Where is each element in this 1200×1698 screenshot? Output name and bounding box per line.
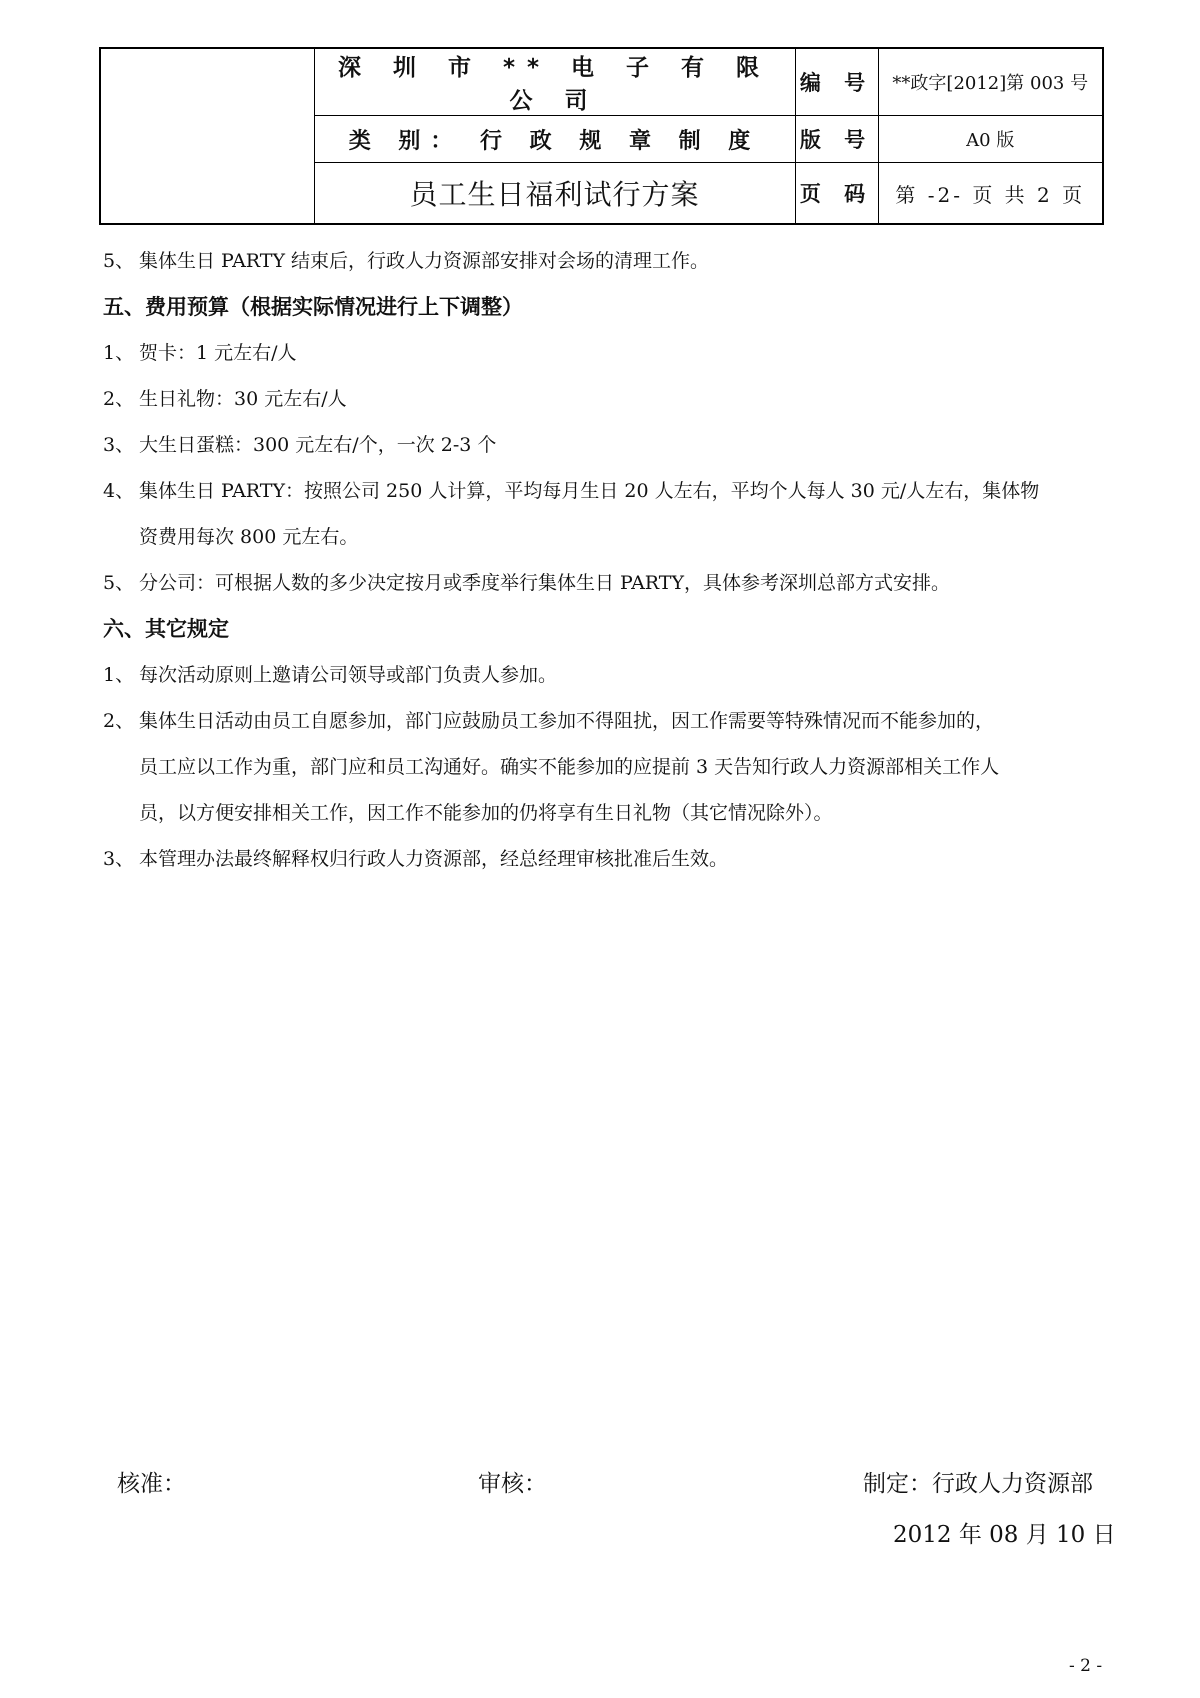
list-item-continuation: 员，以方便安排相关工作，因工作不能参加的仍将享有生日礼物（其它情况除外）。 [139,802,833,824]
doc-number-label: 编 号 [795,48,878,116]
list-item [103,560,1103,606]
item-text: 分公司：可根据人数的多少决定按月或季度举行集体生日 PARTY，具体参考深圳总部方式安排。 [139,572,950,594]
list-item-continuation: 员工应以工作为重，部门应和员工沟通好。确实不能参加的应提前 3 天告知行政人力资源部相关工作人 [139,756,1000,778]
item-number: 1、 [103,664,135,686]
list-item [103,330,1103,376]
logo-cell [100,48,314,224]
item-text: 集体生日 PARTY：按照公司 250 人计算，平均每月生日 20 人左右，平均个人每人 30 元/人左右，集体物 [139,480,1040,502]
list-item [103,698,1103,744]
item-text: 生日礼物：30 元左右/人 [139,388,347,410]
item-number: 1、 [103,342,135,364]
item-number: 3、 [103,434,135,456]
approve-signature-label: 核准： [117,1471,186,1497]
item-text: 每次活动原则上邀请公司领导或部门负责人参加。 [139,664,558,686]
doc-category: 类 别： 行 政 规 章 制 度 [314,116,795,163]
document-body [103,238,1103,882]
list-item [103,422,1103,468]
item-number: 4、 [103,480,135,502]
item-text: 集体生日活动由员工自愿参加，部门应鼓励员工参加不得阻扰，因工作需要等特殊情况而不能参加的， [139,710,995,732]
version-value: A0 版 [878,116,1103,163]
item-text: 集体生日 PARTY 结束后，行政人力资源部安排对会场的清理工作。 [139,250,710,272]
doc-title: 员工生日福利试行方案 [314,163,795,225]
section-heading-other-rules: 六、其它规定 [103,617,229,641]
list-item [103,468,1103,514]
item-number: 2、 [103,388,135,410]
page-value: 第 -2- 页 共 2 页 [878,163,1103,225]
list-item [103,652,1103,698]
list-item [103,836,1103,882]
item-number: 5、 [103,572,135,594]
company-name: 深 圳 市 ** 电 子 有 限 公 司 [314,48,795,116]
section-heading-budget: 五、费用预算（根据实际情况进行上下调整） [103,295,523,319]
doc-number-value: **政字[2012]第 003 号 [878,48,1103,116]
document-header-table [99,47,1104,225]
list-item-continuation: 资费用每次 800 元左右。 [139,526,359,548]
item-text: 贺卡：1 元左右/人 [139,342,297,364]
item-number: 3、 [103,848,135,870]
list-item [103,376,1103,422]
review-signature-label: 审核： [478,1471,547,1497]
version-label: 版 号 [795,116,878,163]
item-number: 5、 [103,250,135,272]
item-text: 本管理办法最终解释权归行政人力资源部，经总经理审核批准后生效。 [139,848,729,870]
item-number: 2、 [103,710,135,732]
page-label: 页 码 [795,163,878,225]
made-by-label: 制定：行政人力资源部 [863,1471,1093,1497]
page-number: - 2 - [1069,1656,1103,1676]
list-item [103,238,1103,284]
issue-date: 2012 年 08 月 10 日 [893,1522,1116,1548]
item-text: 大生日蛋糕：300 元左右/个，一次 2-3 个 [139,434,497,456]
